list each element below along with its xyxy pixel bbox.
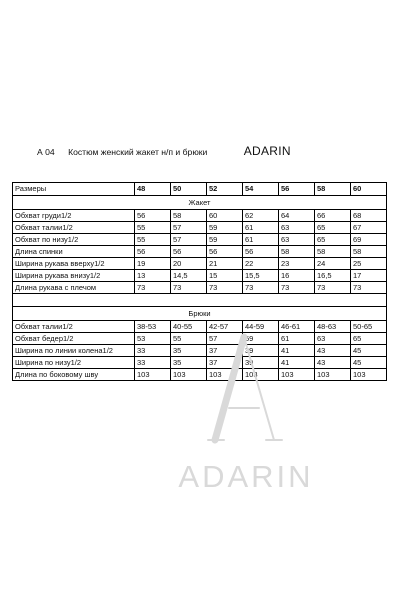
measurement-value: 40-55 <box>171 321 207 333</box>
measurement-value: 73 <box>171 282 207 294</box>
measurement-value: 73 <box>279 282 315 294</box>
measurement-value: 73 <box>351 282 387 294</box>
measurement-value: 60 <box>207 210 243 222</box>
measurement-label: Ширина по низу1/2 <box>13 357 135 369</box>
measurement-value: 37 <box>207 345 243 357</box>
spacer-cell <box>13 294 387 307</box>
measurement-value: 63 <box>279 222 315 234</box>
measurement-label: Обхват по низу1/2 <box>13 234 135 246</box>
measurement-value: 59 <box>243 333 279 345</box>
measurement-value: 56 <box>135 246 171 258</box>
measurement-row <box>13 210 387 222</box>
measurement-value: 61 <box>243 222 279 234</box>
measurement-value: 61 <box>279 333 315 345</box>
measurement-value: 15 <box>207 270 243 282</box>
measurement-value: 59 <box>207 234 243 246</box>
measurement-value: 57 <box>207 333 243 345</box>
size-header-cell: 54 <box>243 183 279 196</box>
measurement-value: 42-57 <box>207 321 243 333</box>
measurement-value: 62 <box>243 210 279 222</box>
measurement-value: 43 <box>315 357 351 369</box>
measurement-value: 57 <box>171 222 207 234</box>
measurement-label: Обхват бедер1/2 <box>13 333 135 345</box>
measurement-label: Длина по боковому шву <box>13 369 135 381</box>
measurement-value: 33 <box>135 357 171 369</box>
measurement-value: 73 <box>207 282 243 294</box>
measurement-value: 13 <box>135 270 171 282</box>
measurement-value: 45 <box>351 357 387 369</box>
measurement-value: 15,5 <box>243 270 279 282</box>
measurement-value: 56 <box>135 210 171 222</box>
measurement-value: 53 <box>135 333 171 345</box>
brand-name: ADARIN <box>243 144 291 158</box>
measurement-value: 58 <box>279 246 315 258</box>
measurement-label: Ширина рукава внизу1/2 <box>13 270 135 282</box>
measurement-value: 50-65 <box>351 321 387 333</box>
measurement-value: 73 <box>315 282 351 294</box>
product-description: Костюм женский жакет н/п и брюки <box>68 147 208 157</box>
measurement-value: 103 <box>243 369 279 381</box>
measurement-value: 35 <box>171 345 207 357</box>
measurement-value: 56 <box>243 246 279 258</box>
measurement-value: 103 <box>207 369 243 381</box>
measurement-value: 19 <box>135 258 171 270</box>
measurement-label: Длина спинки <box>13 246 135 258</box>
measurement-value: 58 <box>351 246 387 258</box>
measurement-value: 33 <box>135 345 171 357</box>
measurement-value: 41 <box>279 345 315 357</box>
model-code: А 04 <box>37 147 55 157</box>
measurement-value: 39 <box>243 345 279 357</box>
measurement-row <box>13 282 387 294</box>
measurement-value: 59 <box>207 222 243 234</box>
measurement-value: 56 <box>207 246 243 258</box>
measurement-value: 35 <box>171 357 207 369</box>
measurement-value: 37 <box>207 357 243 369</box>
measurement-value: 63 <box>315 333 351 345</box>
measurement-value: 57 <box>171 234 207 246</box>
measurement-value: 20 <box>171 258 207 270</box>
measurement-value: 46-61 <box>279 321 315 333</box>
measurement-value: 58 <box>171 210 207 222</box>
measurement-row <box>13 258 387 270</box>
size-header-cell: 50 <box>171 183 207 196</box>
measurement-value: 16,5 <box>315 270 351 282</box>
measurement-value: 43 <box>315 345 351 357</box>
measurement-value: 41 <box>279 357 315 369</box>
measurement-value: 16 <box>279 270 315 282</box>
size-header-label: Размеры <box>13 183 135 196</box>
measurement-value: 65 <box>315 234 351 246</box>
measurement-row <box>13 270 387 282</box>
measurement-value: 73 <box>135 282 171 294</box>
measurement-value: 103 <box>315 369 351 381</box>
measurement-value: 17 <box>351 270 387 282</box>
watermark-wordmark: ADARIN <box>178 459 314 494</box>
measurement-row <box>13 333 387 345</box>
measurement-value: 22 <box>243 258 279 270</box>
section-title: Брюки <box>13 307 387 321</box>
measurement-value: 58 <box>315 246 351 258</box>
section-title: Жакет <box>13 196 387 210</box>
measurement-value: 73 <box>243 282 279 294</box>
measurement-value: 103 <box>135 369 171 381</box>
measurement-label: Ширина по линии колена1/2 <box>13 345 135 357</box>
measurement-label: Обхват груди1/2 <box>13 210 135 222</box>
measurement-value: 39 <box>243 357 279 369</box>
measurement-value: 68 <box>351 210 387 222</box>
measurement-value: 65 <box>315 222 351 234</box>
measurement-row <box>13 345 387 357</box>
measurement-label: Обхват талии1/2 <box>13 222 135 234</box>
measurement-row <box>13 369 387 381</box>
measurement-value: 55 <box>135 234 171 246</box>
measurement-value: 56 <box>171 246 207 258</box>
measurement-value: 38-53 <box>135 321 171 333</box>
measurement-value: 69 <box>351 234 387 246</box>
measurement-row <box>13 357 387 369</box>
size-header-cell: 52 <box>207 183 243 196</box>
measurement-value: 55 <box>171 333 207 345</box>
size-header-cell: 58 <box>315 183 351 196</box>
measurement-row <box>13 222 387 234</box>
document-header <box>37 144 291 158</box>
size-header-cell: 48 <box>135 183 171 196</box>
measurement-value: 64 <box>279 210 315 222</box>
measurement-value: 24 <box>315 258 351 270</box>
measurement-value: 103 <box>279 369 315 381</box>
size-header-cell: 60 <box>351 183 387 196</box>
measurement-value: 61 <box>243 234 279 246</box>
measurement-label: Ширина рукава вверху1/2 <box>13 258 135 270</box>
measurement-row <box>13 234 387 246</box>
measurement-value: 44-59 <box>243 321 279 333</box>
measurement-value: 103 <box>171 369 207 381</box>
section-spacer-row <box>13 294 387 307</box>
size-header-row <box>13 183 387 196</box>
measurement-row <box>13 321 387 333</box>
measurement-value: 48-63 <box>315 321 351 333</box>
size-header-cell: 56 <box>279 183 315 196</box>
size-chart-table <box>12 182 387 381</box>
measurement-value: 25 <box>351 258 387 270</box>
section-title-row <box>13 307 387 321</box>
measurement-label: Обхват талии1/2 <box>13 321 135 333</box>
measurement-value: 23 <box>279 258 315 270</box>
section-title-row <box>13 196 387 210</box>
measurement-value: 55 <box>135 222 171 234</box>
measurement-value: 66 <box>315 210 351 222</box>
measurement-row <box>13 246 387 258</box>
measurement-value: 67 <box>351 222 387 234</box>
measurement-value: 14,5 <box>171 270 207 282</box>
measurement-label: Длина рукава с плечом <box>13 282 135 294</box>
measurement-value: 103 <box>351 369 387 381</box>
measurement-value: 65 <box>351 333 387 345</box>
measurement-value: 63 <box>279 234 315 246</box>
measurement-value: 21 <box>207 258 243 270</box>
measurement-value: 45 <box>351 345 387 357</box>
